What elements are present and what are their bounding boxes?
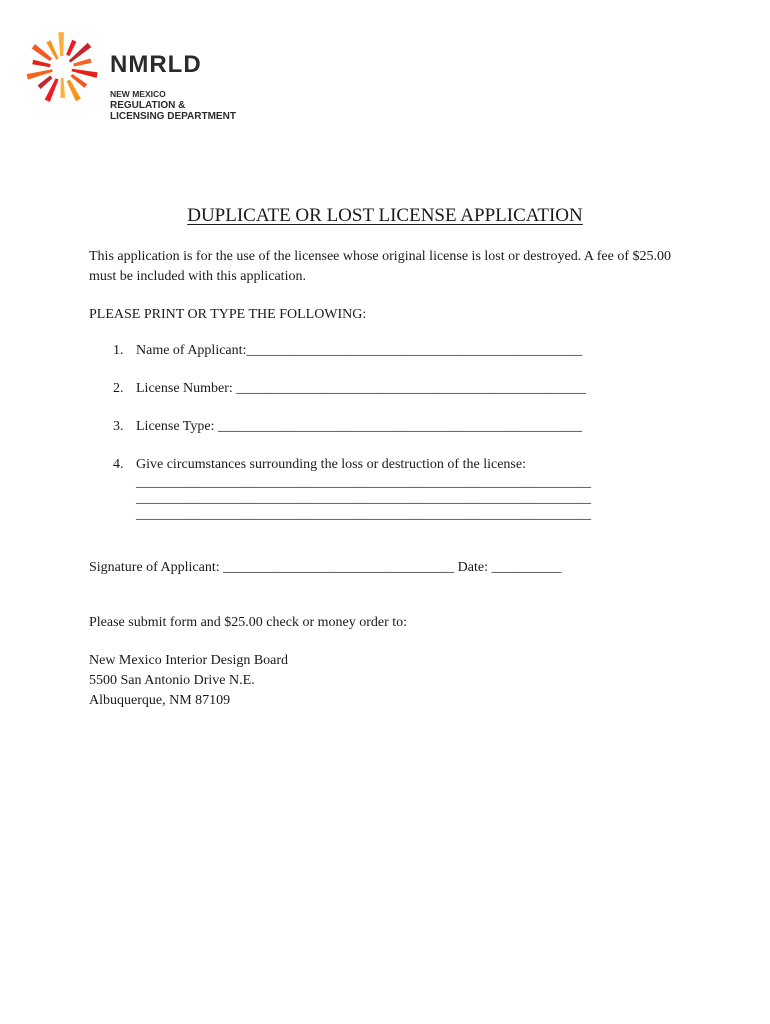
date-label: Date: bbox=[454, 560, 492, 575]
address-line-3: Albuquerque, NM 87109 bbox=[89, 693, 231, 708]
list-item-circumstances bbox=[89, 455, 689, 523]
logo-ray bbox=[38, 76, 53, 90]
logo-ray bbox=[60, 78, 65, 98]
submit-instructions: Please submit form and $25.00 check or money order to: bbox=[89, 615, 408, 630]
applicant-name-field[interactable]: ________________________________________________ bbox=[246, 343, 583, 358]
item-number: 4. bbox=[113, 457, 124, 472]
item-number: 1. bbox=[113, 343, 124, 358]
license-type-field[interactable]: ____________________________________________________ bbox=[217, 419, 582, 434]
license-type-label: License Type: bbox=[136, 419, 218, 434]
signature-label: Signature of Applicant: bbox=[89, 560, 224, 575]
nmrld-logo bbox=[20, 26, 270, 126]
logo-brand-text: NMRLD bbox=[110, 51, 202, 78]
form-body bbox=[89, 247, 689, 711]
circumstances-field-line-3[interactable]: _________________________________________________________________ bbox=[136, 507, 591, 522]
intro-paragraph: This application is for the use of the licensee whose original license is lost or destroyed. A fee of $25.00 must be included with this application. bbox=[89, 249, 672, 284]
logo-ray bbox=[32, 60, 50, 67]
logo-ray bbox=[73, 58, 92, 66]
item-number: 2. bbox=[113, 381, 124, 396]
form-fields-list bbox=[89, 341, 689, 523]
nmrld-sunburst-logo-icon bbox=[20, 26, 104, 110]
list-item-license-type bbox=[89, 417, 689, 437]
circumstances-field-line-2[interactable]: _________________________________________________________________ bbox=[136, 491, 591, 506]
list-item-license-number bbox=[89, 379, 689, 399]
date-field[interactable]: __________ bbox=[491, 560, 562, 575]
list-item-name bbox=[89, 341, 689, 361]
license-number-field[interactable]: __________________________________________________ bbox=[236, 381, 587, 396]
license-number-label: License Number: bbox=[136, 381, 237, 396]
address-line-2: 5500 San Antonio Drive N.E. bbox=[89, 673, 255, 688]
item-number: 3. bbox=[113, 419, 124, 434]
logo-line-2: REGULATION & bbox=[110, 100, 186, 111]
address-line-1: New Mexico Interior Design Board bbox=[89, 653, 289, 668]
form-title: DUPLICATE OR LOST LICENSE APPLICATION bbox=[187, 205, 583, 226]
instruction-text: PLEASE PRINT OR TYPE THE FOLLOWING: bbox=[89, 307, 367, 322]
logo-line-3: LICENSING DEPARTMENT bbox=[110, 111, 236, 122]
logo-ray bbox=[58, 32, 64, 56]
signature-field[interactable]: _________________________________ bbox=[223, 560, 455, 575]
logo-line-1: NEW MEXICO bbox=[110, 89, 166, 99]
logo-ray bbox=[66, 40, 76, 56]
applicant-name-label: Name of Applicant: bbox=[136, 343, 247, 358]
circumstances-label: Give circumstances surrounding the loss or destruction of the license: bbox=[136, 457, 526, 472]
signature-row bbox=[89, 558, 689, 578]
logo-department-name bbox=[110, 89, 236, 122]
mailing-address bbox=[89, 651, 689, 711]
circumstances-field-line-1[interactable]: _________________________________________________________________ bbox=[136, 475, 591, 490]
